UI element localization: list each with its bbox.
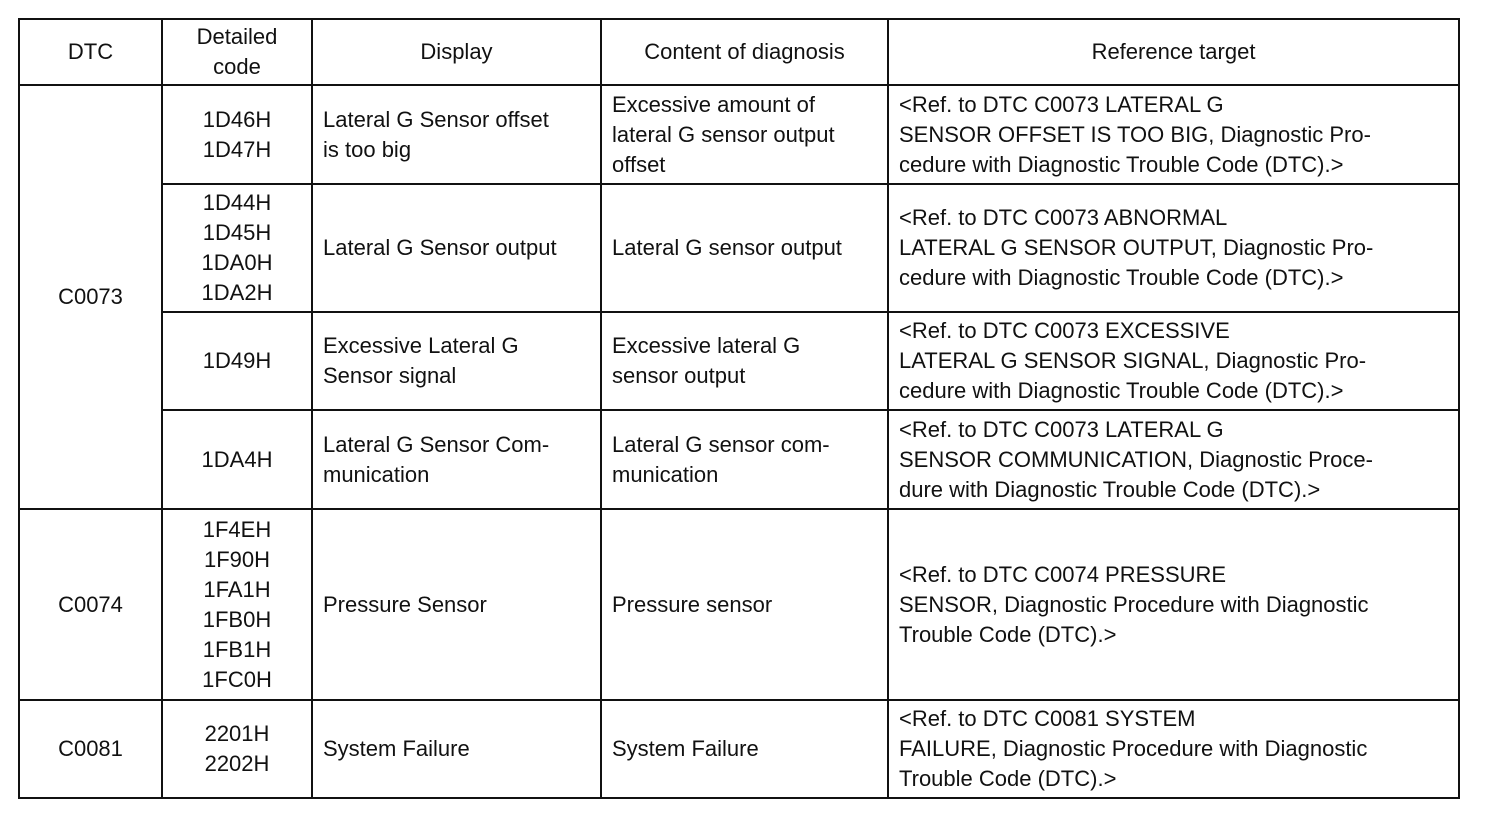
- code-item: 1DA2H: [201, 280, 273, 305]
- header-detailed-code: [162, 19, 312, 85]
- header-display: Display: [312, 19, 601, 85]
- reference-line: <Ref. to DTC C0073 LATERAL G: [899, 416, 1224, 442]
- code-item: 1D47H: [202, 136, 272, 162]
- codes-cell: [162, 700, 312, 798]
- table-row: [19, 184, 1459, 312]
- content-line: Pressure sensor: [612, 591, 773, 617]
- table-row: [19, 700, 1459, 798]
- reference-line: cedure with Diagnostic Trouble Code (DTC).>: [899, 265, 1344, 290]
- codes-cell: [162, 509, 312, 700]
- reference-cell: [888, 312, 1459, 410]
- display-line: Lateral G Sensor Com-: [323, 431, 550, 457]
- codes-cell: [162, 312, 312, 410]
- dtc-cell: C0073: [19, 85, 162, 509]
- display-line: Lateral G Sensor output: [323, 235, 557, 260]
- content-line: Lateral G sensor output: [612, 235, 842, 260]
- header-row: [19, 19, 1459, 85]
- codes-cell: [162, 184, 312, 312]
- reference-line: SENSOR COMMUNICATION, Diagnostic Proce-: [899, 446, 1373, 472]
- display-line: Pressure Sensor: [323, 591, 487, 617]
- display-cell: [312, 184, 601, 312]
- reference-cell: [888, 509, 1459, 700]
- reference-line: Trouble Code (DTC).>: [899, 621, 1117, 647]
- table-row: [19, 410, 1459, 509]
- code-item: 1DA4H: [201, 446, 273, 472]
- content-cell: [601, 700, 888, 798]
- codes-cell: [162, 85, 312, 184]
- table-row: [19, 509, 1459, 700]
- content-cell: [601, 184, 888, 312]
- display-cell: [312, 509, 601, 700]
- header-dtc: DTC: [19, 19, 162, 85]
- content-line: sensor output: [612, 363, 746, 388]
- reference-line: dure with Diagnostic Trouble Code (DTC).>: [899, 476, 1321, 502]
- display-cell: [312, 700, 601, 798]
- display-line: Excessive Lateral G: [323, 333, 519, 358]
- code-item: 1FA1H: [203, 576, 271, 602]
- dtc-table: [18, 18, 1460, 799]
- content-line: Excessive lateral G: [612, 333, 801, 358]
- content-line: lateral G sensor output: [612, 121, 835, 147]
- reference-line: <Ref. to DTC C0074 PRESSURE: [899, 561, 1227, 587]
- reference-line: LATERAL G SENSOR SIGNAL, Diagnostic Pro-: [899, 348, 1367, 373]
- code-item: 1D44H: [202, 190, 272, 215]
- table-row: [19, 312, 1459, 410]
- code-item: 1FB1H: [202, 636, 272, 662]
- reference-line: cedure with Diagnostic Trouble Code (DTC).>: [899, 378, 1344, 403]
- code-item: 2201H: [204, 721, 270, 746]
- reference-cell: [888, 700, 1459, 798]
- reference-cell: [888, 184, 1459, 312]
- content-cell: [601, 410, 888, 509]
- reference-cell: [888, 85, 1459, 184]
- content-line: System Failure: [612, 736, 759, 761]
- code-item: 1FB0H: [202, 606, 272, 632]
- display-line: Lateral G Sensor offset: [323, 106, 549, 132]
- display-line: is too big: [323, 136, 412, 162]
- code-item: 1DA0H: [201, 250, 273, 275]
- code-item: 1D49H: [202, 348, 272, 373]
- header-detailed-code-line2: code: [213, 54, 261, 79]
- content-cell: [601, 312, 888, 410]
- display-line: munication: [323, 461, 430, 487]
- reference-line: <Ref. to DTC C0073 EXCESSIVE: [899, 318, 1230, 343]
- reference-line: SENSOR OFFSET IS TOO BIG, Diagnostic Pro-: [899, 121, 1371, 147]
- code-item: 1F4EH: [202, 516, 272, 542]
- reference-line: FAILURE, Diagnostic Procedure with Diagnostic: [899, 736, 1368, 761]
- display-cell: [312, 312, 601, 410]
- reference-line: <Ref. to DTC C0073 LATERAL G: [899, 91, 1224, 117]
- content-line: Lateral G sensor com-: [612, 431, 830, 457]
- reference-line: <Ref. to DTC C0081 SYSTEM: [899, 706, 1196, 731]
- code-item: 1D46H: [202, 106, 272, 132]
- display-cell: [312, 85, 601, 184]
- table-row: [19, 85, 1459, 184]
- reference-line: <Ref. to DTC C0073 ABNORMAL: [899, 205, 1228, 230]
- display-cell: [312, 410, 601, 509]
- codes-cell: [162, 410, 312, 509]
- dtc-cell: C0081: [19, 700, 162, 798]
- content-line: offset: [612, 151, 666, 177]
- reference-line: LATERAL G SENSOR OUTPUT, Diagnostic Pro-: [899, 235, 1374, 260]
- header-reference: Reference target: [888, 19, 1459, 85]
- reference-line: SENSOR, Diagnostic Procedure with Diagnostic: [899, 591, 1369, 617]
- reference-line: Trouble Code (DTC).>: [899, 766, 1117, 791]
- content-cell: [601, 509, 888, 700]
- content-cell: [601, 85, 888, 184]
- header-detailed-code-line1: Detailed: [196, 24, 278, 49]
- code-item: 2202H: [204, 751, 270, 776]
- display-line: System Failure: [323, 736, 470, 761]
- content-line: Excessive amount of: [612, 91, 815, 117]
- reference-cell: [888, 410, 1459, 509]
- header-content: Content of diagnosis: [601, 19, 888, 85]
- dtc-cell: C0074: [19, 509, 162, 700]
- content-line: munication: [612, 461, 719, 487]
- display-line: Sensor signal: [323, 363, 457, 388]
- code-item: 1FC0H: [202, 666, 272, 692]
- code-item: 1F90H: [203, 546, 271, 572]
- code-item: 1D45H: [202, 220, 272, 245]
- reference-line: cedure with Diagnostic Trouble Code (DTC).>: [899, 151, 1344, 177]
